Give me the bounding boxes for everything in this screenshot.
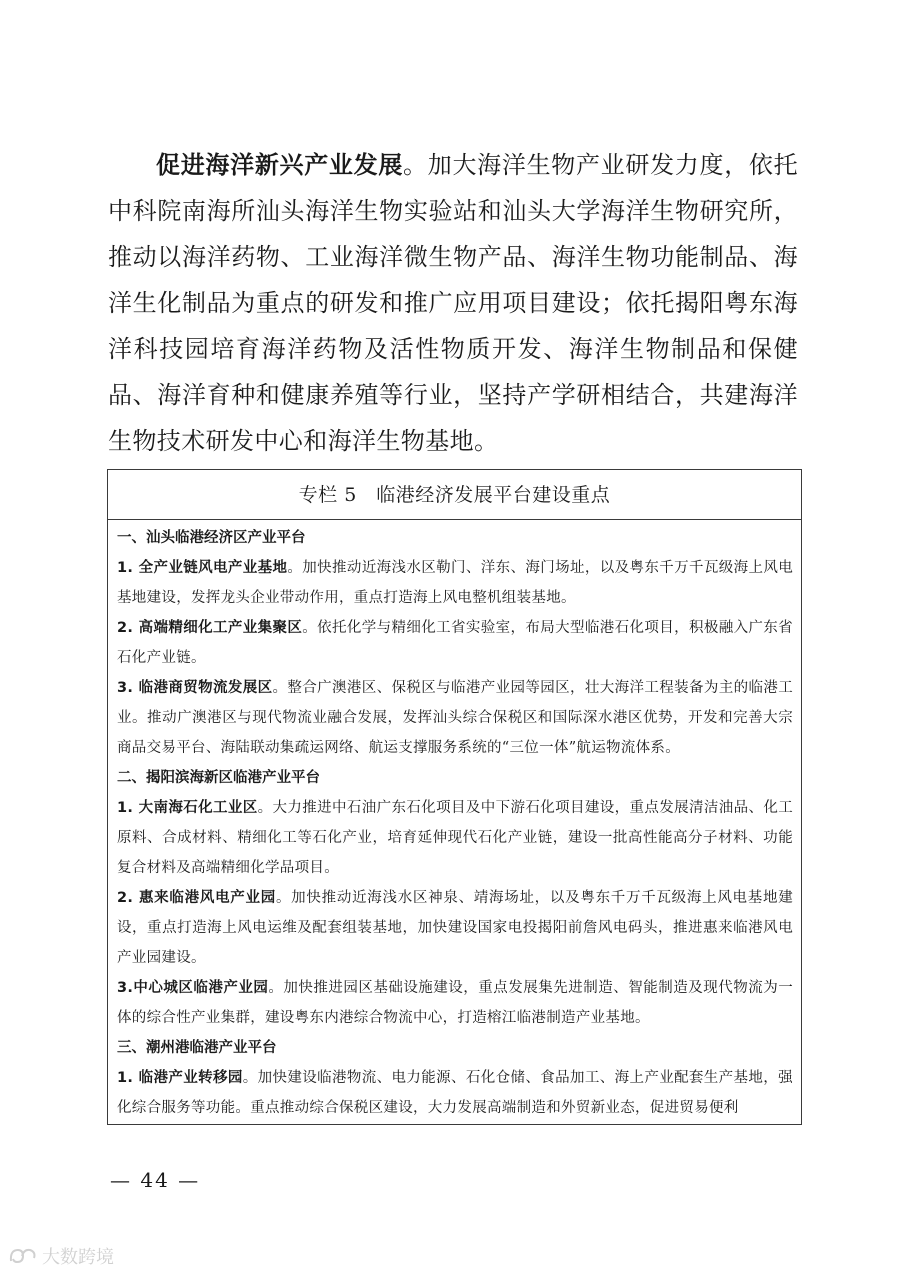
intro-text: [108, 142, 798, 464]
page-number: — 44 —: [110, 1168, 201, 1192]
item-heading: 1. 全产业链风电产业基地: [117, 560, 288, 576]
intro-body: 。加大海洋生物产业研发力度，依托中科院南海所汕头海洋生物实验站和汕头大学海洋生物研究所，推动以海洋药物、工业海洋微生物产品、海洋生物功能制品、海洋生化制品为重点的研发和推广应用项目建设；依托揭阳粤东海洋科技园培育海洋药物及活性物质开发、海洋生物制品和保健品、海洋育种和健康养殖等行业，坚持产学研相结合，共建海洋生物技术研发中心和海洋生物基地。: [108, 151, 799, 455]
section-heading-shantou: 一、汕头临港经济区产业平台: [117, 530, 306, 546]
item-text: 。加快推动近海浅水区神泉、靖海场址，以及粤东千万千瓦级海上风电基地建设，重点打造海上风电运维及配套组装基地，加快建设国家电投揭阳前詹风电码头，推进惠来临港风电产业园建设。: [117, 890, 793, 966]
list-item: [117, 553, 793, 613]
item-heading: 1. 大南海石化工业区: [117, 800, 258, 816]
item-heading: 1. 临港产业转移园: [117, 1070, 243, 1086]
intro-paragraph: [108, 142, 798, 464]
list-item: [117, 793, 793, 883]
section-heading-jieyang: 二、揭阳滨海新区临港产业平台: [117, 770, 320, 786]
item-text: 。加快推动近海浅水区勒门、洋东、海门场址，以及粤东千万千瓦级海上风电基地建设，发挥龙头企业带动作用，重点打造海上风电整机组装基地。: [117, 560, 793, 606]
item-text: 。依托化学与精细化工省实验室，布局大型临港石化项目，积极融入广东省石化产业链。: [117, 620, 793, 666]
list-item: [117, 613, 793, 673]
item-heading: 2. 惠来临港风电产业园: [117, 890, 276, 906]
item-text: 。整合广澳港区、保税区与临港产业园等园区，壮大海洋工程装备为主的临港工业。推动广澳港区与现代物流业融合发展，发挥汕头综合保税区和国际深水港区优势，开发和完善大宗商品交易平台、海陆联动集疏运网络、航运支撑服务系统的“三位一体”航运物流体系。: [117, 680, 793, 756]
item-heading: 3.中心城区临港产业园: [117, 980, 269, 996]
watermark-text: 大数跨境: [42, 1247, 114, 1268]
box-title: 专栏 5 临港经济发展平台建设重点: [108, 470, 801, 520]
item-heading: 3. 临港商贸物流发展区: [117, 680, 273, 696]
watermark-logo-icon: [8, 1246, 38, 1266]
list-item: [117, 973, 793, 1033]
item-heading: 2. 高端精细化工产业集聚区: [117, 620, 303, 636]
section-heading-chaozhou: 三、潮州港临港产业平台: [117, 1040, 277, 1056]
item-text: 。大力推进中石油广东石化项目及中下游石化项目建设，重点发展清洁油品、化工原料、合成材料、精细化工等石化产业，培育延伸现代石化产业链，建设一批高性能高分子材料、功能复合材料及高端精细化学品项目。: [117, 800, 793, 876]
list-item: [117, 883, 793, 973]
list-item: [117, 1063, 793, 1123]
list-item: [117, 673, 793, 763]
item-text: 。加快推进园区基础设施建设，重点发展集先进制造、智能制造及现代物流为一体的综合性产业集群，建设粤东内港综合物流中心，打造榕江临港制造产业基地。: [117, 980, 793, 1026]
watermark: [8, 1243, 114, 1269]
intro-lead: 促进海洋新兴产业发展: [156, 151, 404, 179]
box-body: [108, 520, 801, 1123]
item-text: 。加快建设临港物流、电力能源、石化仓储、食品加工、海上产业配套生产基地，强化综合服务等功能。重点推动综合保税区建设，大力发展高端制造和外贸新业态，促进贸易便利: [117, 1070, 793, 1116]
feature-box: [107, 469, 802, 1125]
